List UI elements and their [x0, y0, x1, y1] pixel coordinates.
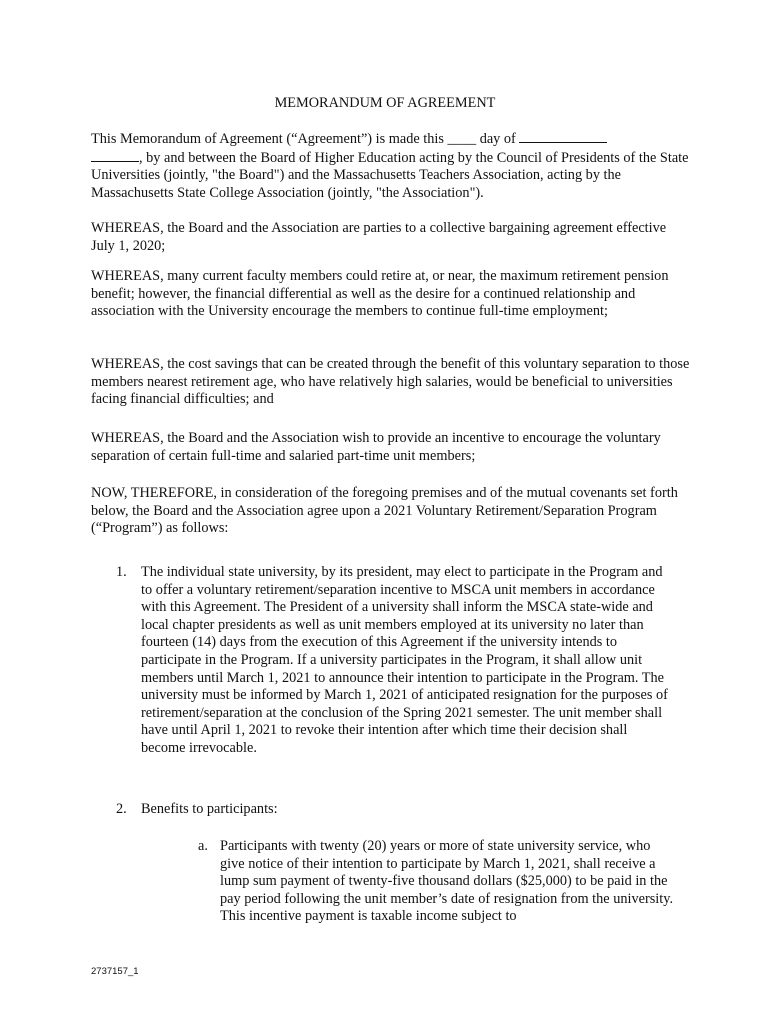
- whereas-paragraph-2: WHEREAS, many current faculty members could retire at, or near, the maximum retirement pension benefit; however, the financial differential as well as the desire for a continued relationship and association with the University encourage the members to continue full-time employment;: [91, 268, 669, 320]
- month-blank: [519, 130, 607, 143]
- intro-paragraph: [91, 130, 691, 202]
- list-number: 1.: [116, 564, 127, 580]
- document-title: MEMORANDUM OF AGREEMENT: [274, 95, 496, 111]
- sub-item-letter: a.: [198, 838, 208, 854]
- intro-text-start: This Memorandum of Agreement (“Agreement”) is made this ____ day of: [91, 131, 516, 147]
- list-item-text: The individual state university, by its president, may elect to participate in the Program and to offer a voluntary retirement/separation incentive to MSCA unit members in accordance with this Agreement. The President of a university shall inform the MSCA state-wide and local chapter presidents as well as unit members employed at its university no later than fourteen (14) days from the execution of this Agreement if the university intends to participate in the Program. If a university participates in the Program, it shall allow unit members until March 1, 2021 to announce their intention to participate in the Program. The university must be informed by March 1, 2021 of anticipated resignation for the purposes of retirement/separation at the conclusion of the Spring 2021 semester. The unit member shall have until April 1, 2021 to revoke their intention after which time their decision shall become irrevocable.: [141, 564, 668, 756]
- intro-text-end: , by and between the Board of Higher Education acting by the Council of Presidents of the State Universities (jointly, "the Board") and the Massachusetts Teachers Association, acting by the Massachusetts State College Association (jointly, "the Association").: [91, 149, 689, 201]
- sub-item-text: Participants with twenty (20) years or more of state university service, who give notice of their intention to participate by March 1, 2021, shall receive a lump sum payment of twenty-five thousand dollars ($25,000) to be paid in the pay period following the unit member’s date of resignation from the university. This incentive payment is taxable income subject to: [220, 838, 674, 925]
- therefore-paragraph: NOW, THEREFORE, in consideration of the foregoing premises and of the mutual covenants set forth below, the Board and the Association agree upon a 2021 Voluntary Retirement/Separation Program (“Program”) as follows:: [91, 485, 678, 537]
- list-number: 2.: [116, 801, 127, 817]
- list-item-text: Benefits to participants:: [141, 801, 278, 817]
- whereas-paragraph-3: WHEREAS, the cost savings that can be created through the benefit of this voluntary separation to those members nearest retirement age, who have relatively high salaries, would be beneficial to universities facing financial difficulties; and: [91, 356, 690, 408]
- year-blank: [91, 149, 139, 162]
- whereas-paragraph-4: WHEREAS, the Board and the Association wish to provide an incentive to encourage the voluntary separation of certain full-time and salaried part-time unit members;: [91, 430, 661, 464]
- whereas-paragraph-1: WHEREAS, the Board and the Association are parties to a collective bargaining agreement effective July 1, 2020;: [91, 220, 667, 254]
- document-id-footer: 2737157_1: [91, 966, 139, 977]
